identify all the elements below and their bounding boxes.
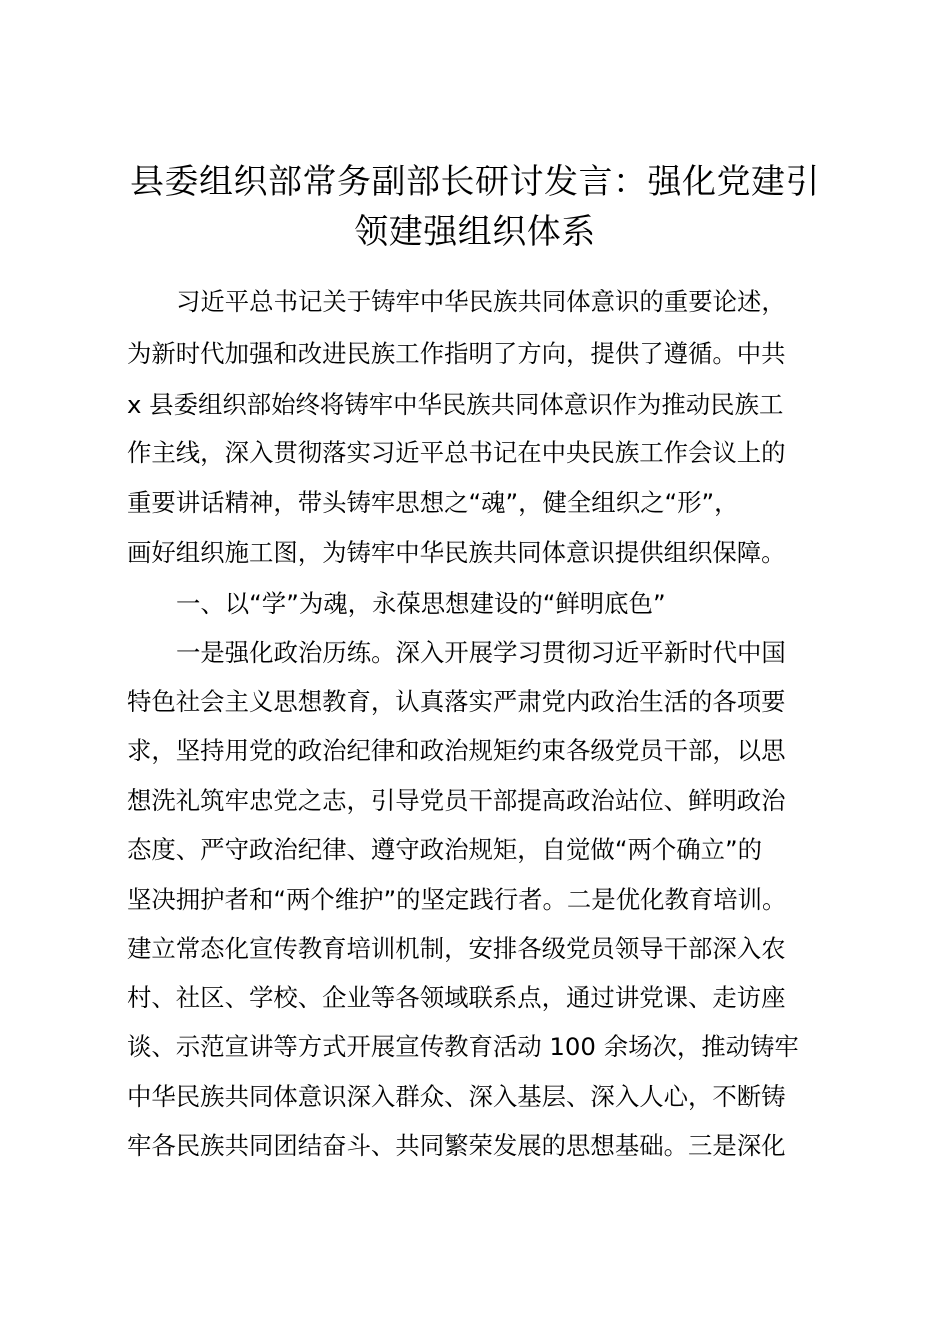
paragraph-line: 特色社会主义思想教育，认真落实严肃党内政治生活的各项要 — [127, 687, 786, 716]
paragraph-line: 一是强化政治历练。深入开展学习贯彻习近平新时代中国 — [176, 638, 786, 667]
paragraph-line: 画好组织施工图，为铸牢中华民族共同体意识提供组织保障。 — [127, 538, 786, 567]
paragraph-line: x 县委组织部始终将铸牢中华民族共同体意识作为推动民族工 — [127, 390, 784, 419]
paragraph-line: 求，坚持用党的政治纪律和政治规矩约束各级党员干部，以思 — [127, 736, 786, 765]
section-heading: 一、以“学”为魂，永葆思想建设的“鲜明底色” — [176, 589, 666, 618]
paragraph-line: 村、社区、学校、企业等各领域联系点，通过讲党课、走访座 — [127, 983, 786, 1012]
paragraph-line: 态度、严守政治纪律、遵守政治规矩，自觉做“两个确立”的 — [127, 835, 763, 864]
paragraph-line: 谈、示范宣讲等方式开展宣传教育活动 100 余场次，推动铸牢 — [127, 1032, 799, 1061]
paragraph-line: 作主线，深入贯彻落实习近平总书记在中央民族工作会议上的 — [127, 438, 786, 467]
document-title-line-2: 领建强组织体系 — [354, 212, 596, 252]
paragraph-line: 为新时代加强和改进民族工作指明了方向，提供了遵循。中共 — [127, 339, 786, 368]
document-title-line-1: 县委组织部常务副部长研讨发言：强化党建引 — [130, 162, 820, 202]
paragraph-line: 建立常态化宣传教育培训机制，安排各级党员领导干部深入农 — [127, 934, 786, 963]
paragraph-line: 牢各民族共同团结奋斗、共同繁荣发展的思想基础。三是深化 — [127, 1131, 786, 1160]
paragraph-line: 坚决拥护者和“两个维护”的坚定践行者。二是优化教育培训。 — [127, 885, 787, 914]
paragraph-line: 习近平总书记关于铸牢中华民族共同体意识的重要论述， — [176, 287, 786, 316]
paragraph-line: 想洗礼筑牢忠党之志，引导党员干部提高政治站位、鲜明政治 — [127, 786, 786, 815]
paragraph-line: 重要讲话精神，带头铸牢思想之“魂”，健全组织之“形”， — [127, 488, 739, 517]
paragraph-line: 中华民族共同体意识深入群众、深入基层、深入人心，不断铸 — [127, 1082, 786, 1111]
